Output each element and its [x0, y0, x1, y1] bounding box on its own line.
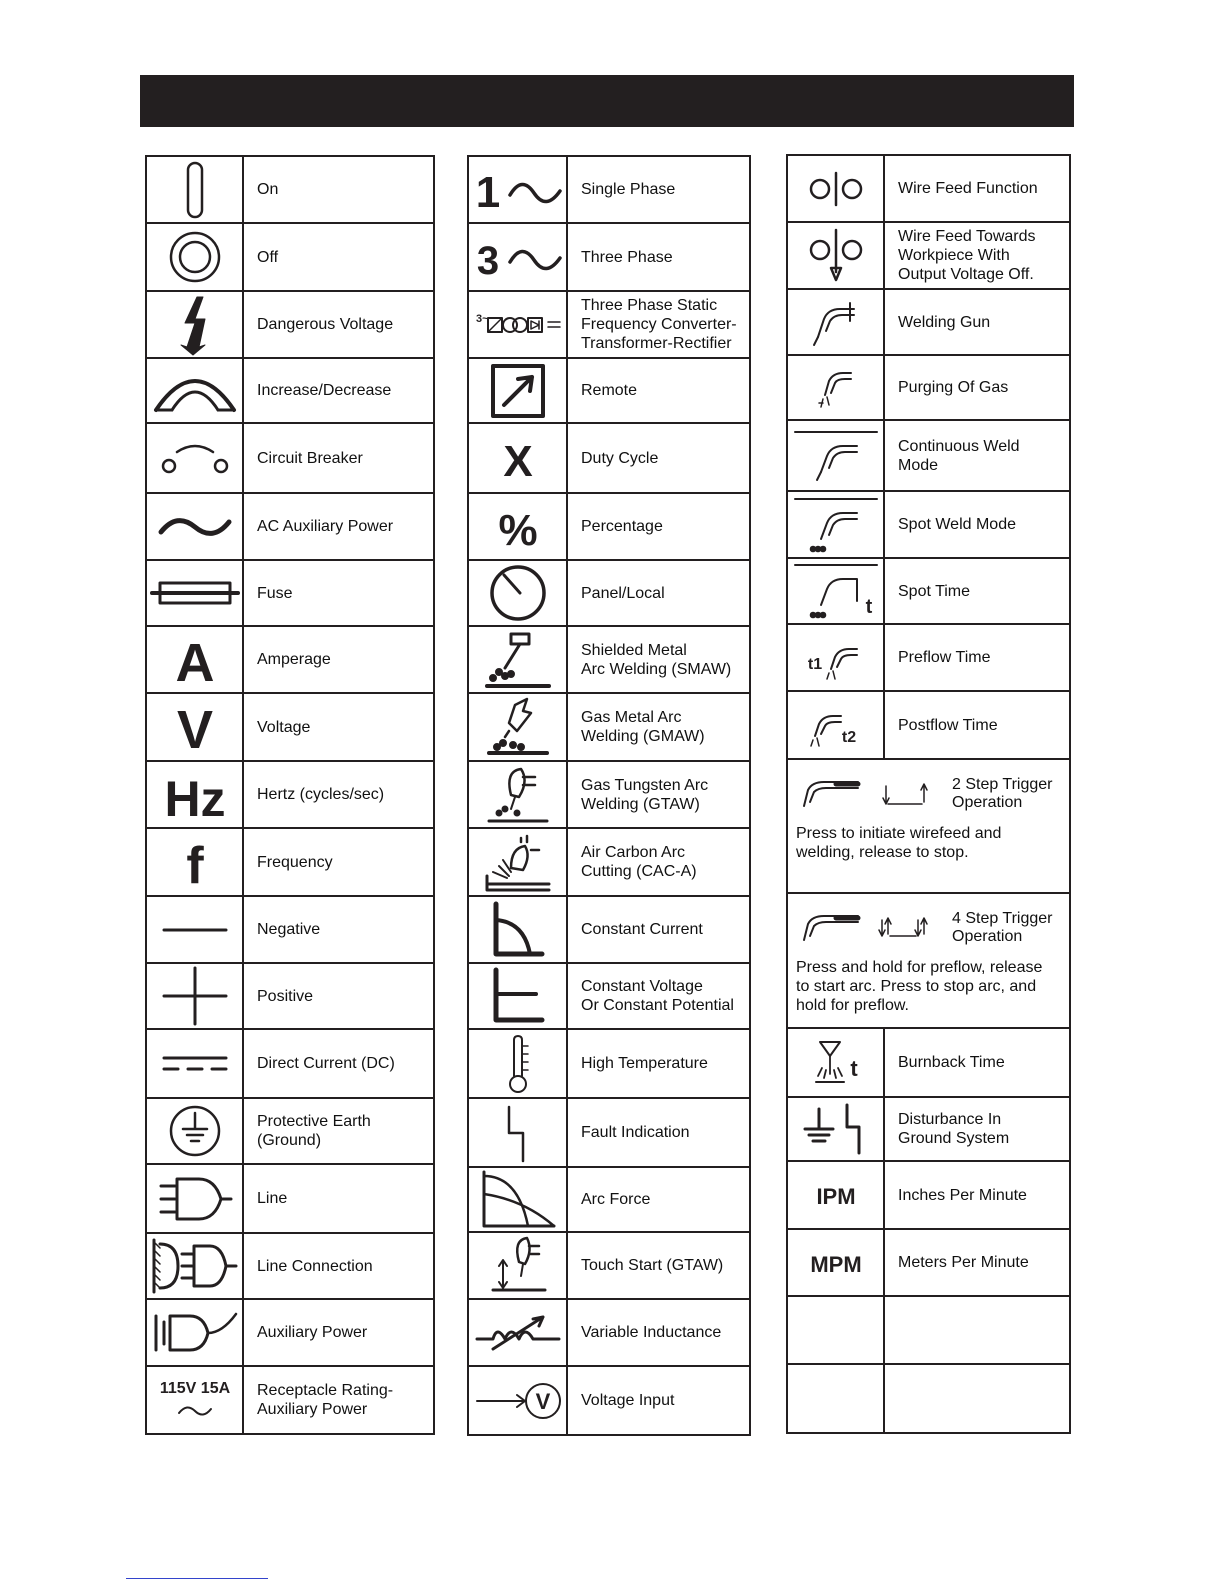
symbol-label: Panel/Local [567, 560, 750, 626]
touch-start-icon [469, 1236, 566, 1296]
symbol-row [468, 223, 750, 291]
symbol-label: Shielded Metal Arc Welding (SMAW) [567, 626, 750, 693]
symbol-row [146, 560, 434, 626]
line-connection-icon [147, 1236, 242, 1296]
symbol-icon-cell [146, 626, 243, 693]
wire-feed-towards-icon [788, 228, 883, 284]
symbol-row [146, 1164, 434, 1233]
symbol-row [146, 223, 434, 291]
symbol-row [787, 691, 1070, 759]
symbol-row [787, 491, 1070, 558]
symbol-table-right [786, 154, 1071, 1434]
amperage-letter-icon [147, 632, 242, 693]
symbol-row [468, 291, 750, 358]
symbol-icon-cell [468, 761, 567, 828]
spot-weld-icon [788, 495, 883, 555]
protective-earth-icon [147, 1103, 242, 1159]
negative-icon [147, 925, 242, 935]
symbol-label: Three Phase [567, 223, 750, 291]
symbol-icon-cell [787, 222, 884, 289]
arc-dial-icon [147, 366, 242, 416]
lightning-bolt-icon [147, 295, 242, 355]
symbol-row [468, 1366, 750, 1435]
symbol-row [146, 1299, 434, 1366]
symbol-label: Fuse [243, 560, 434, 626]
symbol-row [468, 1299, 750, 1366]
svg-text:3: 3 [476, 239, 500, 283]
symbol-row [146, 963, 434, 1029]
symbol-icon-cell [146, 693, 243, 761]
gtaw-icon [469, 765, 566, 825]
symbol-icon-cell [787, 1161, 884, 1229]
wire-feed-icon [788, 169, 883, 209]
spot-time-icon [788, 561, 883, 621]
symbol-icon-cell [468, 1167, 567, 1232]
symbol-row [468, 1029, 750, 1098]
arc-force-icon [469, 1170, 566, 1230]
symbol-icon-cell [787, 691, 884, 759]
fault-indication-icon [469, 1103, 566, 1163]
symbol-icon-cell [468, 156, 567, 223]
symbol-row [787, 1028, 1070, 1097]
three-phase-icon [469, 232, 566, 282]
symbol-icon-cell [468, 291, 567, 358]
symbol-row [787, 893, 1070, 1028]
symbol-row [787, 420, 1070, 491]
frequency-letter-icon [147, 835, 242, 895]
symbol-label: Wire Feed Towards Workpiece With Output Voltage Off. [884, 222, 1070, 289]
symbol-row [787, 222, 1070, 289]
symbol-row [468, 1098, 750, 1167]
converter-rectifier-icon [469, 310, 566, 340]
svg-text:3~: 3~ [475, 312, 489, 325]
symbol-icon-cell [146, 358, 243, 423]
symbol-icon-cell [146, 291, 243, 358]
svg-text:1: 1 [475, 167, 501, 217]
symbol-row [787, 1229, 1070, 1296]
symbol-table-middle [467, 155, 751, 1436]
symbol-icon-cell [146, 761, 243, 828]
thermometer-icon [469, 1034, 566, 1094]
sine-wave-icon [147, 510, 242, 544]
auxiliary-power-plug-icon [147, 1308, 242, 1358]
symbol-icon-cell [146, 156, 243, 223]
symbol-icon-cell [787, 355, 884, 420]
variable-inductance-icon [469, 1313, 566, 1353]
symbol-label: Amperage [243, 626, 434, 693]
symbol-row [468, 896, 750, 963]
symbol-label: Dangerous Voltage [243, 291, 434, 358]
symbol-icon-cell [787, 1097, 884, 1161]
symbol-icon-cell [468, 223, 567, 291]
symbol-row [787, 155, 1070, 222]
symbol-label: Disturbance In Ground System [884, 1097, 1070, 1161]
symbol-icon-cell [787, 155, 884, 222]
symbol-row [468, 358, 750, 423]
symbol-icon-cell [468, 896, 567, 963]
on-symbol-icon [147, 160, 242, 220]
symbol-label: Single Phase [567, 156, 750, 223]
symbol-icon-cell [468, 1299, 567, 1366]
mpm-icon [788, 1248, 883, 1278]
symbol-label: Purging Of Gas [884, 355, 1070, 420]
ground-disturbance-icon [788, 1101, 883, 1157]
symbol-row [146, 423, 434, 493]
svg-text:t: t [849, 1055, 858, 1081]
symbol-icon-cell [146, 493, 243, 560]
symbol-label: Gas Metal Arc Welding (GMAW) [567, 693, 750, 761]
symbol-label: Hertz (cycles/sec) [243, 761, 434, 828]
symbol-label: Line [243, 1164, 434, 1233]
symbol-label: Increase/Decrease [243, 358, 434, 423]
symbol-label: Three Phase Static Frequency Converter- Transformer-Rectifier [567, 291, 750, 358]
symbol-icon-cell [468, 1098, 567, 1167]
symbol-label: Gas Tungsten Arc Welding (GTAW) [567, 761, 750, 828]
svg-text:115V 15A: 115V 15A [159, 1380, 230, 1397]
symbol-icon-cell [146, 423, 243, 493]
symbol-label: Constant Voltage Or Constant Potential [567, 963, 750, 1029]
symbol-row [468, 1167, 750, 1232]
symbol-row [146, 1098, 434, 1164]
symbol-icon-cell [468, 693, 567, 761]
panel-local-icon [469, 563, 566, 623]
symbol-description: Press to initiate wirefeed and welding, release to stop. [796, 825, 1002, 861]
symbol-icon-cell [787, 558, 884, 624]
symbol-label: Receptacle Rating- Auxiliary Power [243, 1366, 434, 1434]
symbol-table-left [145, 155, 435, 1435]
symbol-label: Frequency [243, 828, 434, 896]
symbol-icon-cell [146, 828, 243, 896]
symbol-label: Preflow Time [884, 624, 1070, 691]
svg-text:V: V [176, 700, 213, 760]
symbol-label: Line Connection [243, 1233, 434, 1299]
continuous-weld-icon [788, 428, 883, 484]
symbol-row [468, 560, 750, 626]
percentage-icon [469, 503, 566, 555]
symbol-icon-cell [468, 493, 567, 560]
symbol-icon-cell [468, 1029, 567, 1098]
symbol-row [146, 156, 434, 223]
preflow-time-icon [788, 633, 883, 683]
symbol-row [146, 1029, 434, 1098]
line-plug-icon [147, 1174, 242, 1224]
symbol-icon-cell [468, 358, 567, 423]
symbol-label: Off [243, 223, 434, 291]
symbol-row [468, 963, 750, 1029]
single-phase-icon [469, 165, 566, 215]
smaw-icon [469, 630, 566, 690]
direct-current-icon [147, 1054, 242, 1074]
symbol-icon-cell [146, 1299, 243, 1366]
off-symbol-icon [147, 227, 242, 287]
symbol-row [787, 1364, 1070, 1433]
symbol-label: Touch Start (GTAW) [567, 1232, 750, 1299]
symbol-label: Voltage Input [567, 1366, 750, 1435]
svg-text:f: f [185, 837, 204, 895]
symbol-label: Percentage [567, 493, 750, 560]
circuit-breaker-icon [147, 438, 242, 478]
voltage-letter-icon [147, 700, 242, 760]
symbol-label: High Temperature [567, 1029, 750, 1098]
symbol-icon-cell [787, 1364, 884, 1433]
symbol-label: Wire Feed Function [884, 155, 1070, 222]
symbol-row [468, 423, 750, 493]
symbol-label: Positive [243, 963, 434, 1029]
symbol-row [146, 291, 434, 358]
symbol-icon-cell [468, 423, 567, 493]
symbol-label: Auxiliary Power [243, 1299, 434, 1366]
symbol-row [468, 156, 750, 223]
symbol-label: Fault Indication [567, 1098, 750, 1167]
symbol-icon-cell [146, 1164, 243, 1233]
symbol-label: Arc Force [567, 1167, 750, 1232]
symbol-label: Continuous Weld Mode [884, 420, 1070, 491]
symbol-label: Remote [567, 358, 750, 423]
symbol-icon-cell [787, 1296, 884, 1364]
svg-text:MPM: MPM [809, 1251, 862, 1277]
svg-text:V: V [535, 1388, 550, 1414]
title-bar [140, 75, 1074, 127]
duty-cycle-icon [469, 436, 566, 486]
symbol-label: 4 Step Trigger Operation [952, 910, 1053, 945]
receptacle-rating-icon [147, 1375, 242, 1425]
symbol-label: Circuit Breaker [243, 423, 434, 493]
symbol-row [146, 358, 434, 423]
symbol-icon-cell [146, 1029, 243, 1098]
symbol-label: On [243, 156, 434, 223]
symbol-icon-cell [468, 1232, 567, 1299]
welding-gun-icon [788, 297, 883, 347]
symbol-row [468, 761, 750, 828]
symbol-label: Burnback Time [884, 1028, 1070, 1097]
symbol-row [146, 626, 434, 693]
positive-icon [147, 966, 242, 1026]
two-step-trigger-icon [796, 772, 946, 817]
symbol-icon-cell [146, 1098, 243, 1164]
symbol-label: 2 Step Trigger Operation [952, 776, 1053, 811]
symbol-label [884, 1364, 1070, 1433]
symbol-row [146, 1233, 434, 1299]
svg-text:t2: t2 [841, 729, 856, 746]
symbol-row [787, 759, 1070, 893]
symbol-row [146, 761, 434, 828]
symbol-label: Meters Per Minute [884, 1229, 1070, 1296]
voltage-input-icon [469, 1379, 566, 1423]
symbol-row [146, 693, 434, 761]
symbol-label: Air Carbon Arc Cutting (CAC-A) [567, 828, 750, 896]
symbol-row [146, 1366, 434, 1434]
svg-text:A: A [175, 632, 214, 693]
hertz-letter-icon [147, 768, 242, 827]
symbol-row [468, 626, 750, 693]
svg-text:X: X [502, 437, 533, 486]
symbol-icon-cell [787, 289, 884, 355]
symbol-icon-cell [787, 491, 884, 558]
ipm-icon [788, 1180, 883, 1210]
footer-link[interactable] [126, 1578, 268, 1579]
symbol-label: Variable Inductance [567, 1299, 750, 1366]
symbol-row [146, 493, 434, 560]
symbol-icon-cell [787, 1028, 884, 1097]
symbol-icon-cell [146, 560, 243, 626]
trigger-note-cell [787, 759, 1070, 893]
symbol-label: Duty Cycle [567, 423, 750, 493]
trigger-note-cell [787, 893, 1070, 1028]
symbol-label: Inches Per Minute [884, 1161, 1070, 1229]
symbol-icon-cell [468, 1366, 567, 1435]
symbol-icon-cell [146, 1366, 243, 1434]
symbol-row [787, 1097, 1070, 1161]
svg-text:IPM: IPM [815, 1184, 856, 1209]
symbol-row [787, 558, 1070, 624]
symbol-row [787, 624, 1070, 691]
svg-text:%: % [497, 505, 538, 555]
symbol-row [468, 1232, 750, 1299]
svg-text:t1: t1 [807, 655, 822, 673]
remote-icon [469, 363, 566, 419]
four-step-trigger-icon [796, 906, 946, 951]
fuse-icon [147, 575, 242, 611]
symbol-label: Voltage [243, 693, 434, 761]
symbol-icon-cell [468, 963, 567, 1029]
symbol-icon-cell [468, 560, 567, 626]
symbol-row [787, 355, 1070, 420]
symbol-row [146, 828, 434, 896]
symbol-label [884, 1296, 1070, 1364]
symbol-label: Direct Current (DC) [243, 1029, 434, 1098]
symbol-icon-cell [146, 896, 243, 963]
symbol-label: Welding Gun [884, 289, 1070, 355]
symbol-icon-cell [146, 963, 243, 1029]
postflow-time-icon [788, 700, 883, 750]
symbol-icon-cell [787, 1229, 884, 1296]
symbol-label: Spot Time [884, 558, 1070, 624]
svg-text:t: t [865, 596, 872, 618]
symbol-label: AC Auxiliary Power [243, 493, 434, 560]
symbol-label: Constant Current [567, 896, 750, 963]
purging-gas-icon [788, 363, 883, 413]
symbol-label: Postflow Time [884, 691, 1070, 759]
air-carbon-arc-icon [469, 832, 566, 892]
burnback-time-icon [788, 1038, 883, 1088]
svg-text:Hz: Hz [163, 770, 226, 827]
symbol-row [468, 828, 750, 896]
symbol-row [146, 896, 434, 963]
constant-current-icon [469, 902, 566, 958]
symbol-label: Negative [243, 896, 434, 963]
symbol-row [787, 1161, 1070, 1229]
symbol-label: Spot Weld Mode [884, 491, 1070, 558]
symbol-row [468, 493, 750, 560]
symbol-icon-cell [787, 420, 884, 491]
constant-voltage-icon [469, 968, 566, 1024]
symbol-row [468, 693, 750, 761]
symbol-row [787, 289, 1070, 355]
symbol-icon-cell [787, 624, 884, 691]
symbol-row [787, 1296, 1070, 1364]
symbol-icon-cell [468, 626, 567, 693]
symbol-icon-cell [146, 1233, 243, 1299]
symbol-icon-cell [468, 828, 567, 896]
symbol-description: Press and hold for preflow, release to start arc. Press to stop arc, and hold for preflow. [796, 959, 1043, 1014]
gmaw-icon [469, 697, 566, 757]
symbol-label: Protective Earth (Ground) [243, 1098, 434, 1164]
symbol-icon-cell [146, 223, 243, 291]
